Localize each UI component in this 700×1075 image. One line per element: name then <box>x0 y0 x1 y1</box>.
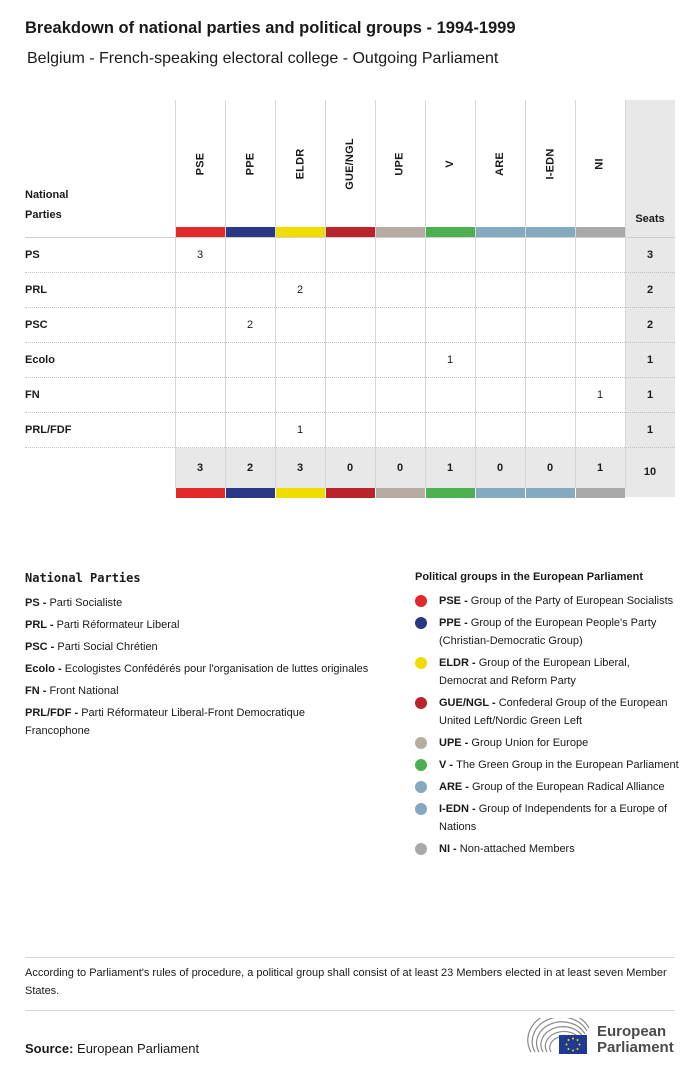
total-cell: 3 <box>196 462 204 474</box>
source-value: European Parliament <box>73 1041 200 1056</box>
legend-abbr: NI - <box>439 843 460 855</box>
table-cell: 1 <box>296 424 304 436</box>
row-divider <box>25 272 675 273</box>
legend-abbr: ARE - <box>439 781 472 793</box>
legend-abbr: I-EDN - <box>439 803 479 815</box>
legend-dot-icon <box>415 781 427 793</box>
total-seats: 10 <box>643 466 657 478</box>
table-cell: 1 <box>446 354 454 366</box>
seats-cell: 1 <box>646 424 654 436</box>
legend-name: Group of the European Radical Alliance <box>472 781 665 793</box>
legend-item <box>25 682 370 700</box>
legend-abbr: PS - <box>25 597 50 609</box>
total-cell: 0 <box>346 462 354 474</box>
total-cell: 0 <box>546 462 554 474</box>
footnote: According to Parliament's rules of procedure, a political group shall consist of at least 23 Members elected in at least seven Member States. <box>25 967 667 997</box>
legend-dot-icon <box>415 697 427 709</box>
seats-cell: 1 <box>646 354 654 366</box>
legend-name: Front National <box>49 685 119 697</box>
page-title: Breakdown of national parties and political groups - 1994-1999 <box>25 19 516 37</box>
header-divider <box>25 237 675 238</box>
group-color-bar <box>526 488 575 498</box>
national-parties-header: National Parties <box>25 189 69 221</box>
group-color-bar <box>376 227 425 237</box>
group-header-label: GUE/NGL <box>344 137 357 190</box>
legend-abbr: PRL - <box>25 619 57 631</box>
row-divider <box>25 342 675 343</box>
group-header-label: PSE <box>194 152 206 175</box>
group-color-bar <box>576 488 625 498</box>
party-name: PRL <box>25 284 47 296</box>
legend-item <box>415 734 680 752</box>
legend-abbr: V - <box>439 759 457 771</box>
legend-item <box>415 614 680 650</box>
table-cell: 2 <box>296 284 304 296</box>
legend-item <box>415 694 680 730</box>
total-cell: 1 <box>446 462 454 474</box>
legend-item <box>415 756 680 774</box>
legend-name: Parti Social Chrétien <box>57 641 158 653</box>
legend-item <box>415 592 680 610</box>
legend-item <box>25 638 370 656</box>
legend-name: Non-attached Members <box>459 843 575 855</box>
group-header <box>575 100 625 227</box>
group-header-label: PPE <box>244 152 256 175</box>
legend-item <box>25 594 370 612</box>
legend-name: Group of the European People's Party (Christian-Democratic Group) <box>439 617 657 647</box>
party-name: PRL/FDF <box>25 424 72 436</box>
seats-table <box>25 100 675 500</box>
legend-name: Group of Independents for a Europe of Nations <box>439 803 668 833</box>
group-color-bar <box>276 227 325 237</box>
group-header <box>375 100 425 227</box>
legend-name: Confederal Group of the European United Left/Nordic Green Left <box>439 697 668 727</box>
group-color-bar <box>326 227 375 237</box>
legend-dot-icon <box>415 843 427 855</box>
group-color-bar <box>426 488 475 498</box>
seats-cell: 1 <box>646 389 654 401</box>
legend-name: The Green Group in the European Parliament <box>456 759 679 771</box>
group-header-label: ELDR <box>294 148 306 179</box>
party-name: PSC <box>25 319 48 331</box>
group-color-bar <box>476 488 525 498</box>
legend-dot-icon <box>415 657 427 669</box>
legend-abbr: PSE - <box>439 595 471 607</box>
legend-item <box>25 660 370 678</box>
group-header-label: UPE <box>394 151 406 176</box>
national-parties-legend <box>25 571 370 744</box>
legend-abbr: PPE - <box>439 617 471 629</box>
legend-abbr: PRL/FDF - <box>25 707 82 719</box>
page-subtitle: Belgium - French-speaking electoral college - Outgoing Parliament <box>27 50 499 67</box>
group-color-bar <box>476 227 525 237</box>
group-header <box>325 100 375 227</box>
legend-item <box>415 840 680 858</box>
legend-name: Parti Socialiste <box>49 597 123 609</box>
group-color-bar <box>276 488 325 498</box>
source-label: Source: <box>25 1041 74 1056</box>
group-color-bar <box>376 488 425 498</box>
party-name: Ecolo <box>25 354 55 366</box>
legend-abbr: PSC - <box>25 641 58 653</box>
group-header-label: V <box>443 159 456 168</box>
legend-abbr: FN - <box>25 685 50 697</box>
table-cell: 3 <box>196 249 204 261</box>
legend-dot-icon <box>415 759 427 771</box>
legend-dot-icon <box>415 617 427 629</box>
total-cell: 3 <box>296 462 304 474</box>
group-header <box>425 100 475 227</box>
legend-abbr: UPE - <box>439 737 472 749</box>
political-groups-legend <box>415 571 680 862</box>
logo-text: European Parliament <box>597 1023 674 1056</box>
legend-item <box>25 704 370 740</box>
legend-item <box>415 654 680 690</box>
seats-cell: 3 <box>646 249 654 261</box>
group-color-bar <box>176 227 225 237</box>
group-color-bar <box>226 488 275 498</box>
legend-name: Group of the European Liberal, Democrat and Reform Party <box>439 657 630 687</box>
legend-name: Parti Réformateur Liberal-Front Democratique Francophone <box>25 707 305 737</box>
group-header-label: I-EDN <box>543 148 556 179</box>
group-color-bar <box>576 227 625 237</box>
total-cell: 1 <box>596 462 604 474</box>
legend-name: Parti Réformateur Liberal <box>56 619 180 631</box>
divider <box>25 957 675 958</box>
political-groups-legend-heading: Political groups in the European Parliament <box>415 571 643 583</box>
legend-item <box>25 616 370 634</box>
group-header <box>525 100 575 227</box>
seats-header: Seats <box>635 213 665 225</box>
party-name: PS <box>25 249 40 261</box>
legend-abbr: ELDR - <box>439 657 479 669</box>
seats-cell: 2 <box>646 319 654 331</box>
legend-name: Ecologistes Confédérés pour l'organisation de luttes originales <box>64 663 369 675</box>
group-header-label: ARE <box>493 151 506 176</box>
national-parties-legend-heading: National Parties <box>25 571 141 585</box>
legend-dot-icon <box>415 595 427 607</box>
legend-name: Group of the Party of European Socialists <box>470 595 674 607</box>
group-header <box>175 100 225 227</box>
legend-item <box>415 778 680 796</box>
legend-dot-icon <box>415 737 427 749</box>
group-header-label: NI <box>594 157 606 170</box>
legend-dot-icon <box>415 803 427 815</box>
total-cell: 0 <box>496 462 504 474</box>
party-name: FN <box>25 389 40 401</box>
group-header <box>475 100 525 227</box>
group-color-bar <box>426 227 475 237</box>
source-line <box>25 1041 199 1056</box>
group-color-bar <box>326 488 375 498</box>
legend-item <box>415 800 680 836</box>
row-divider <box>25 307 675 308</box>
group-color-bar <box>226 227 275 237</box>
table-cell: 1 <box>596 389 604 401</box>
group-header <box>225 100 275 227</box>
seats-cell: 2 <box>646 284 654 296</box>
group-color-bar <box>176 488 225 498</box>
divider <box>25 1010 675 1011</box>
legend-abbr: Ecolo - <box>25 663 65 675</box>
total-cell: 0 <box>396 462 404 474</box>
table-cell: 2 <box>246 319 254 331</box>
legend-abbr: GUE/NGL - <box>439 697 499 709</box>
group-header <box>275 100 325 227</box>
legend-name: Group Union for Europe <box>471 737 589 749</box>
group-color-bar <box>526 227 575 237</box>
row-divider <box>25 412 675 413</box>
total-cell: 2 <box>246 462 254 474</box>
